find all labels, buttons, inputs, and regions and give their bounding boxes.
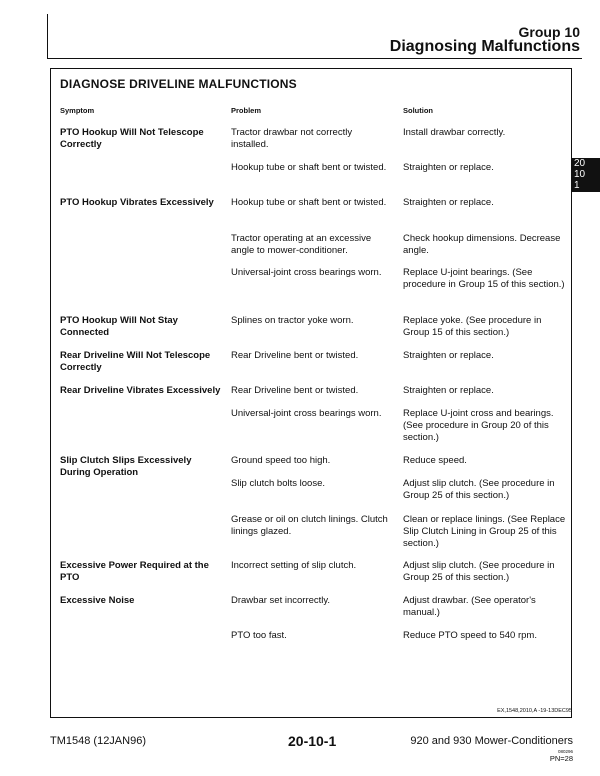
- row-solution: Reduce speed.: [403, 455, 467, 466]
- row-solution: Adjust slip clutch. (See procedure in Group 25 of this section.): [403, 560, 555, 583]
- tab-line: 20: [574, 158, 586, 169]
- row-solution: Replace U-joint cross and bearings. (See procedure in Group 20 of this section.): [403, 408, 554, 443]
- row-symptom: Excessive Noise: [60, 595, 135, 606]
- footer-pn: PN=28: [549, 754, 573, 763]
- row-symptom: PTO Hookup Will Not Telescope Correctly: [60, 127, 204, 150]
- group-title: Diagnosing Malfunctions: [389, 38, 580, 55]
- header-rule-horizontal: [47, 58, 582, 59]
- row-solution: Straighten or replace.: [403, 385, 494, 396]
- row-solution: Straighten or replace.: [403, 197, 494, 208]
- header-rule-vertical: [47, 14, 48, 59]
- row-problem: Ground speed too high.: [231, 455, 331, 466]
- row-symptom: Rear Driveline Will Not Telescope Correctly: [60, 350, 211, 373]
- row-symptom: Slip Clutch Slips Excessively During Operation: [60, 455, 192, 478]
- row-problem: Drawbar set incorrectly.: [231, 595, 331, 606]
- row-symptom: Excessive Power Required at the PTO: [60, 560, 209, 583]
- row-problem: Slip clutch bolts loose.: [231, 478, 325, 489]
- footer-page-number: 20-10-1: [288, 733, 337, 749]
- row-symptom: PTO Hookup Vibrates Excessively: [60, 197, 214, 208]
- figure-reference: EX,1548,2010,A -19-13DEC95: [497, 708, 572, 714]
- row-solution: Install drawbar correctly.: [403, 127, 506, 138]
- row-solution: Clean or replace linings. (See Replace Slip Clutch Lining in Group 25 of this section.): [403, 514, 566, 549]
- group-label: Group 10: [518, 24, 580, 40]
- column-header-problem: Problem: [231, 106, 262, 115]
- footer-product-name: 920 and 930 Mower-Conditioners: [410, 735, 573, 747]
- row-problem: Grease or oil on clutch linings. Clutch linings glazed.: [231, 514, 388, 537]
- row-solution: Replace yoke. (See procedure in Group 15 of this section.): [403, 315, 542, 338]
- tab-line: 10: [574, 169, 586, 180]
- row-problem: Splines on tractor yoke worn.: [231, 315, 354, 326]
- column-header-solution: Solution: [403, 106, 433, 115]
- footer-manual-id: TM1548 (12JAN96): [50, 735, 146, 747]
- row-problem: Incorrect setting of slip clutch.: [231, 560, 357, 571]
- tab-line: 1: [574, 180, 580, 191]
- row-solution: Straighten or replace.: [403, 162, 494, 173]
- row-solution: Replace U-joint bearings. (See procedure in Group 15 of this section.): [403, 267, 565, 290]
- row-problem: Universal-joint cross bearings worn.: [231, 267, 382, 278]
- row-problem: Tractor drawbar not correctly installed.: [231, 127, 353, 150]
- row-solution: Adjust drawbar. (See operator's manual.): [403, 595, 536, 618]
- row-problem: Rear Driveline bent or twisted.: [231, 350, 359, 361]
- row-problem: Tractor operating at an excessive angle to mower-conditioner.: [231, 233, 372, 256]
- row-problem: Rear Driveline bent or twisted.: [231, 385, 359, 396]
- row-symptom: PTO Hookup Will Not Stay Connected: [60, 315, 178, 338]
- column-header-symptom: Symptom: [60, 106, 95, 115]
- row-symptom: Rear Driveline Vibrates Excessively: [60, 385, 221, 396]
- row-problem: Universal-joint cross bearings worn.: [231, 408, 382, 419]
- section-tab: [572, 158, 600, 192]
- row-solution: Adjust slip clutch. (See procedure in Group 25 of this section.): [403, 478, 555, 501]
- section-title: DIAGNOSE DRIVELINE MALFUNCTIONS: [60, 77, 297, 91]
- row-problem: Hookup tube or shaft bent or twisted.: [231, 162, 387, 173]
- row-problem: Hookup tube or shaft bent or twisted.: [231, 197, 387, 208]
- row-solution: Straighten or replace.: [403, 350, 494, 361]
- row-solution: Check hookup dimensions. Decrease angle.: [403, 233, 561, 256]
- footer-date-code: 080296: [557, 749, 573, 754]
- row-problem: PTO too fast.: [231, 630, 287, 641]
- row-solution: Reduce PTO speed to 540 rpm.: [403, 630, 537, 641]
